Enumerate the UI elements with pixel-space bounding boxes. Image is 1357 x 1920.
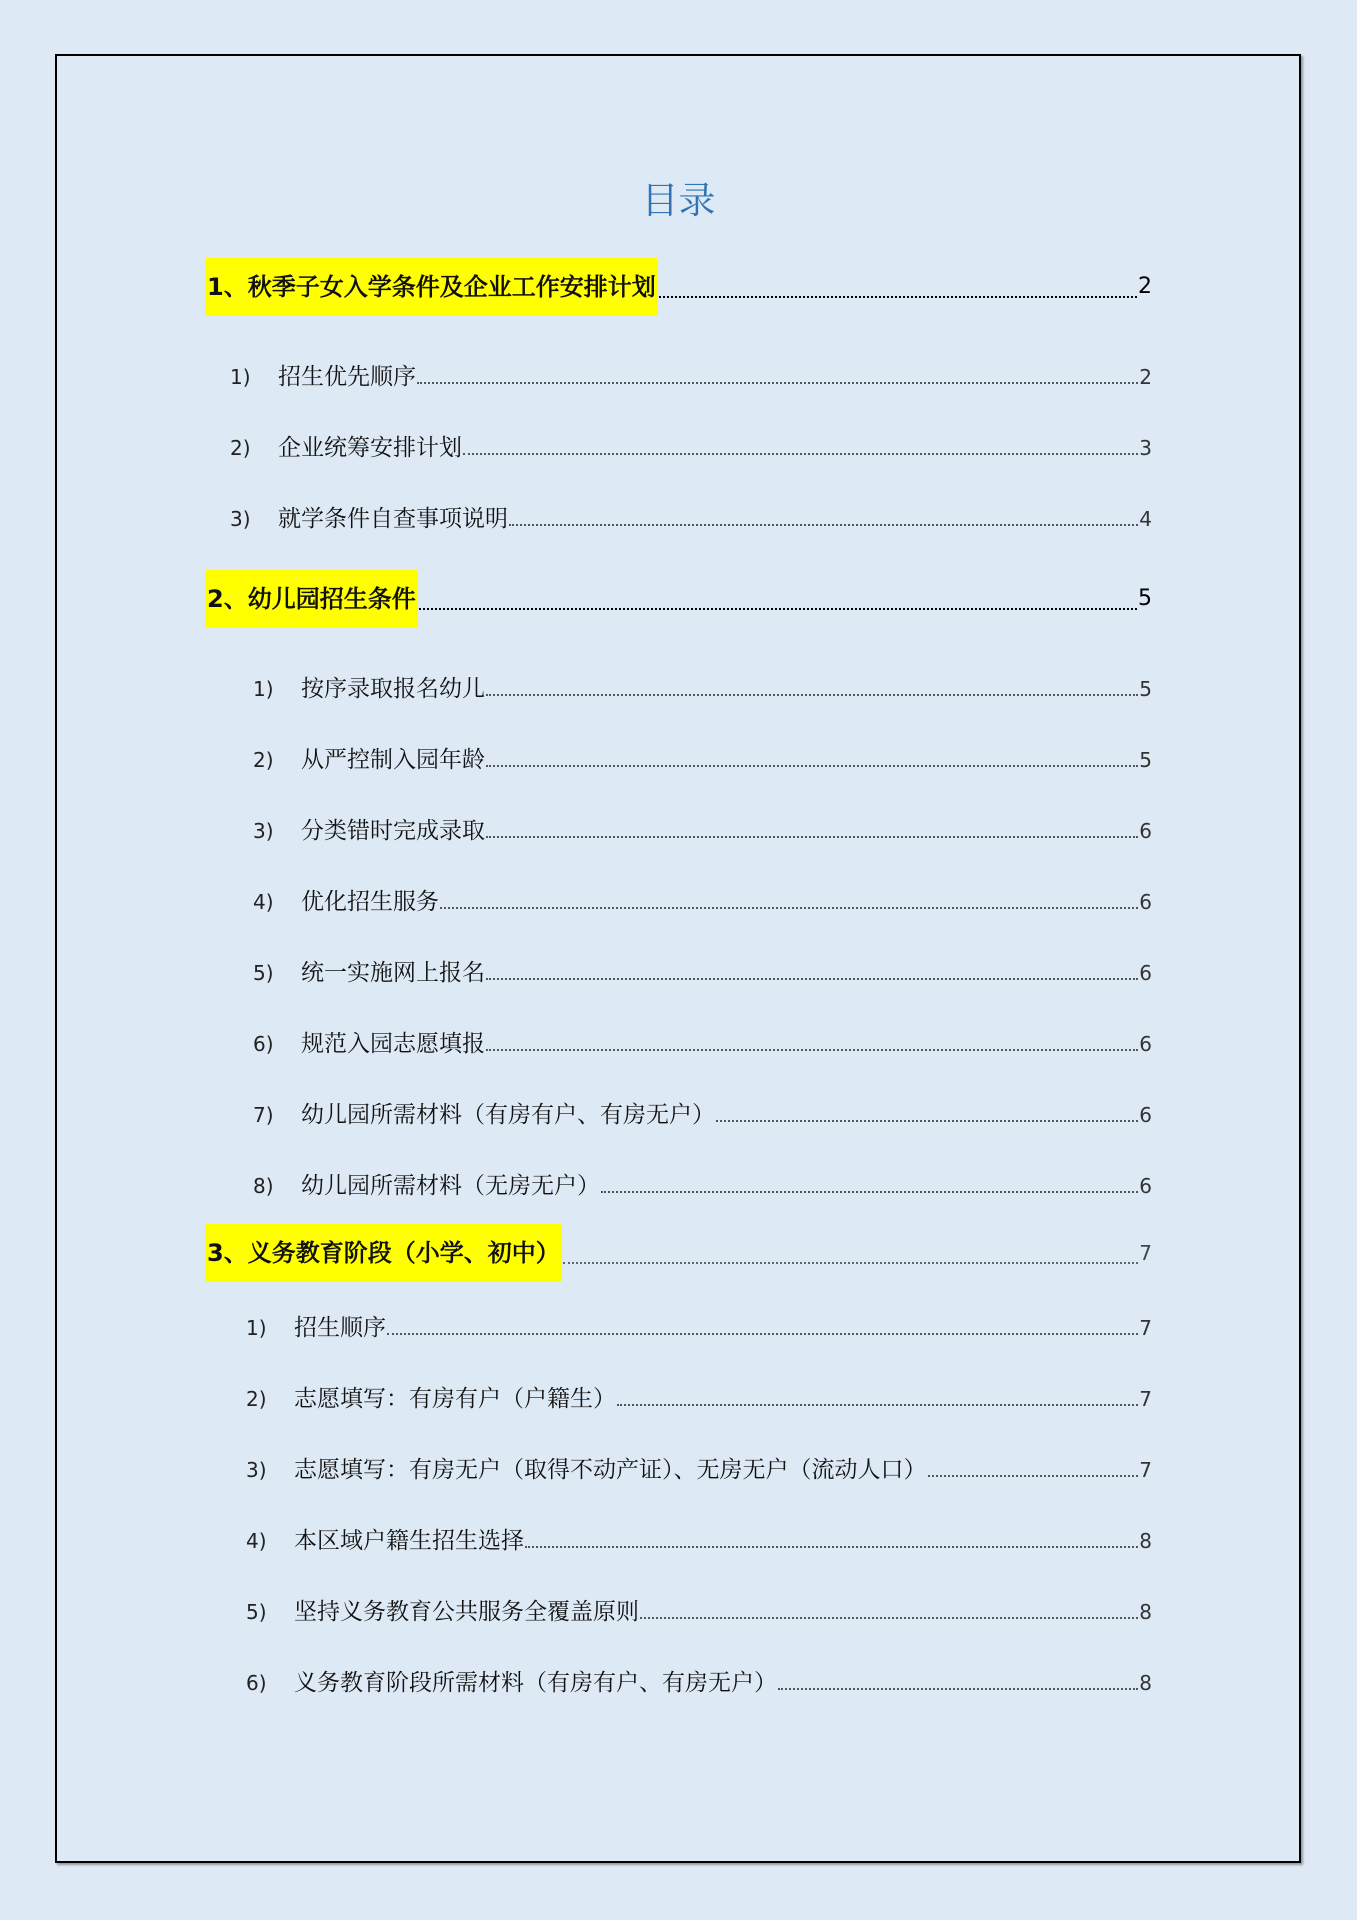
toc-item-2-4[interactable] xyxy=(253,877,1152,917)
toc-item-number: 2) xyxy=(246,1387,267,1411)
toc-item-number: 3) xyxy=(253,819,274,843)
toc-item-text: 统一实施网上报名 xyxy=(301,960,485,986)
toc-item-3-3[interactable] xyxy=(246,1445,1152,1485)
toc-page-number: 6 xyxy=(1139,1032,1152,1056)
toc-section-label: 2、幼儿园招生条件 xyxy=(205,570,418,628)
dot-leader xyxy=(778,1687,1138,1690)
toc-page-number: 6 xyxy=(1139,1103,1152,1127)
toc-page-number: 6 xyxy=(1139,890,1152,914)
toc-item-3-5[interactable] xyxy=(246,1587,1152,1627)
toc-page-number: 4 xyxy=(1139,507,1152,531)
toc-item-text: 按序录取报名幼儿 xyxy=(301,676,485,702)
toc-item-text: 分类错时完成录取 xyxy=(301,818,485,844)
toc-item-2-1[interactable] xyxy=(253,664,1152,704)
toc-title: 目录 xyxy=(641,179,716,222)
toc-item-3-1[interactable] xyxy=(246,1303,1152,1343)
toc-item-text: 优化招生服务 xyxy=(301,889,439,915)
toc-item-text: 规范入园志愿填报 xyxy=(301,1031,485,1057)
toc-item-text: 志愿填写：有房有户（户籍生） xyxy=(294,1386,616,1412)
dot-leader xyxy=(563,1261,1139,1264)
toc-page-number: 2 xyxy=(1138,274,1152,299)
toc-page-number: 6 xyxy=(1139,1174,1152,1198)
toc-item-2-5[interactable] xyxy=(253,948,1152,988)
dot-leader xyxy=(509,523,1138,526)
toc-item-text: 招生顺序 xyxy=(294,1315,386,1341)
toc-item-number: 5) xyxy=(253,961,274,985)
toc-page-number: 5 xyxy=(1139,748,1152,772)
toc-item-text: 从严控制入园年龄 xyxy=(301,747,485,773)
dot-leader xyxy=(417,381,1138,384)
toc-item-number: 3) xyxy=(230,507,251,531)
toc-item-text: 幼儿园所需材料（无房无户） xyxy=(301,1173,600,1199)
toc-item-1-3[interactable] xyxy=(230,494,1152,534)
toc-page-number: 7 xyxy=(1139,1316,1152,1340)
toc-item-text: 就学条件自查事项说明 xyxy=(278,506,508,532)
dot-leader xyxy=(928,1474,1139,1477)
dot-leader xyxy=(617,1403,1138,1406)
toc-item-text: 幼儿园所需材料（有房有户、有房无户） xyxy=(301,1102,715,1128)
toc-item-number: 1) xyxy=(253,677,274,701)
toc-page-number: 3 xyxy=(1139,436,1152,460)
dot-leader xyxy=(419,607,1137,610)
dot-leader xyxy=(486,764,1138,767)
toc-page-number: 8 xyxy=(1139,1529,1152,1553)
toc-item-3-2[interactable] xyxy=(246,1374,1152,1414)
toc-item-number: 1) xyxy=(230,365,251,389)
toc-item-number: 6) xyxy=(253,1032,274,1056)
toc-item-1-2[interactable] xyxy=(230,423,1152,463)
toc-item-text: 义务教育阶段所需材料（有房有户、有房无户） xyxy=(294,1670,777,1696)
toc-item-text: 本区域户籍生招生选择 xyxy=(294,1528,524,1554)
toc-item-number: 7) xyxy=(253,1103,274,1127)
toc-page-number: 7 xyxy=(1139,1387,1152,1411)
dot-leader xyxy=(440,906,1138,909)
dot-leader xyxy=(525,1545,1138,1548)
toc-section-1[interactable] xyxy=(205,258,1152,316)
toc-item-number: 4) xyxy=(246,1529,267,1553)
toc-page-number: 5 xyxy=(1138,586,1152,611)
toc-item-2-2[interactable] xyxy=(253,735,1152,775)
toc-page-number: 7 xyxy=(1139,1241,1152,1265)
toc-item-number: 6) xyxy=(246,1671,267,1695)
dot-leader xyxy=(601,1190,1138,1193)
toc-section-label: 1、秋季子女入学条件及企业工作安排计划 xyxy=(205,258,658,316)
toc-page-number: 7 xyxy=(1139,1458,1152,1482)
toc-section-label: 3、义务教育阶段（小学、初中） xyxy=(205,1224,562,1282)
toc-item-number: 1) xyxy=(246,1316,267,1340)
toc-item-number: 8) xyxy=(253,1174,274,1198)
toc-page-number: 5 xyxy=(1139,677,1152,701)
toc-page-number: 6 xyxy=(1139,819,1152,843)
toc-item-number: 2) xyxy=(230,436,251,460)
toc-item-3-4[interactable] xyxy=(246,1516,1152,1556)
toc-item-3-6[interactable] xyxy=(246,1658,1152,1698)
toc-page-number: 2 xyxy=(1139,365,1152,389)
dot-leader xyxy=(463,452,1138,455)
toc-item-number: 5) xyxy=(246,1600,267,1624)
toc-item-2-6[interactable] xyxy=(253,1019,1152,1059)
toc-item-number: 3) xyxy=(246,1458,267,1482)
dot-leader xyxy=(659,295,1137,298)
dot-leader xyxy=(716,1119,1138,1122)
dot-leader xyxy=(486,835,1138,838)
toc-item-text: 企业统筹安排计划 xyxy=(278,435,462,461)
toc-item-2-3[interactable] xyxy=(253,806,1152,846)
dot-leader xyxy=(486,1048,1138,1051)
dot-leader xyxy=(640,1616,1138,1619)
toc-section-2[interactable] xyxy=(205,570,1152,628)
toc-page-number: 6 xyxy=(1139,961,1152,985)
toc-item-2-8[interactable] xyxy=(253,1161,1152,1201)
toc-page-number: 8 xyxy=(1139,1600,1152,1624)
toc-item-1-1[interactable] xyxy=(230,352,1152,392)
toc-item-text: 坚持义务教育公共服务全覆盖原则 xyxy=(294,1599,639,1625)
dot-leader xyxy=(486,977,1138,980)
toc-item-2-7[interactable] xyxy=(253,1090,1152,1130)
toc-page-number: 8 xyxy=(1139,1671,1152,1695)
toc-item-text: 招生优先顺序 xyxy=(278,364,416,390)
dot-leader xyxy=(486,693,1138,696)
toc-section-3[interactable] xyxy=(205,1224,1152,1282)
dot-leader xyxy=(387,1332,1138,1335)
toc-item-text: 志愿填写：有房无户（取得不动产证）、无房无户（流动人口） xyxy=(294,1457,927,1483)
toc-item-number: 2) xyxy=(253,748,274,772)
toc-item-number: 4) xyxy=(253,890,274,914)
